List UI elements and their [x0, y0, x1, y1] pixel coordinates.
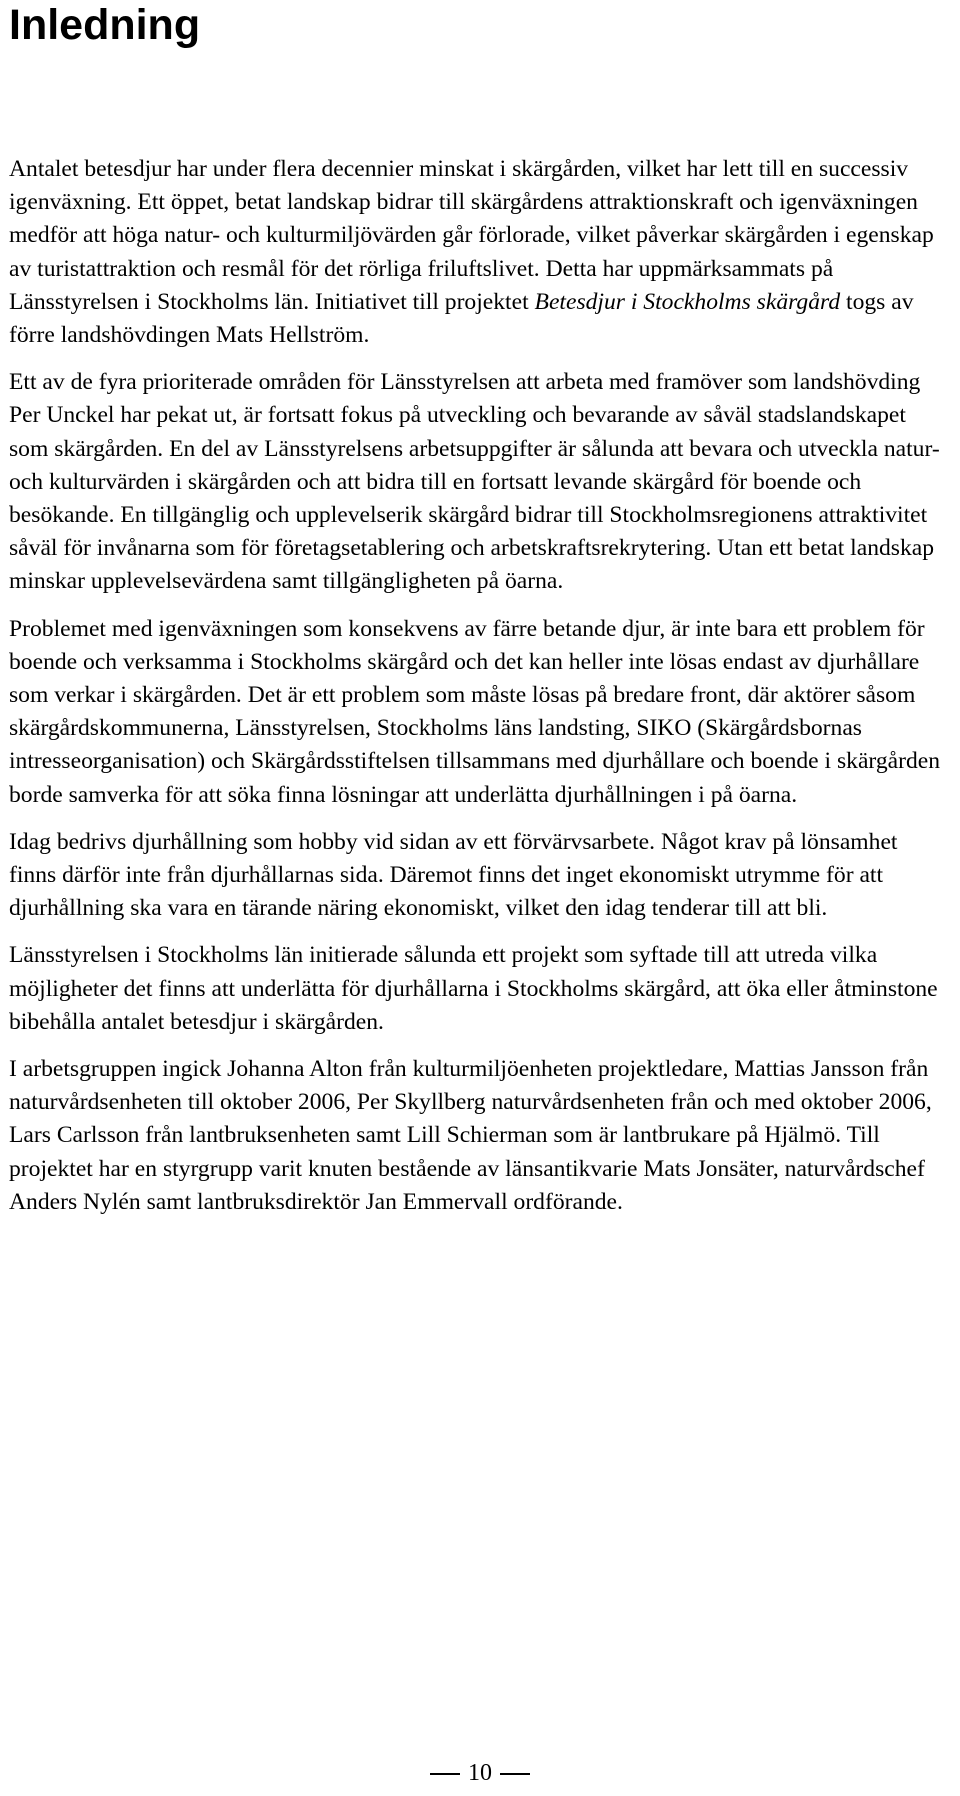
footer-dash-right — [500, 1773, 530, 1775]
project-title: Betesdjur i Stockholms skärgård — [534, 288, 841, 315]
page-number: 10 — [468, 1760, 492, 1786]
paragraph-3: Problemet med igenväxningen som konsekvens av färre betande djur, är inte bara ett problem för boende och verksamma i Stockholms skärgård och det kan heller inte lösas endast av djurhållare som verkar i skärgården. Det är ett problem som måste lösas på bredare front, där aktörer såsom skärgårdskommunerna, Länsstyrelsen, Stockholms läns landsting, SIKO (Skärgårdsbornas intresseorganisation) och Skärgårdsstiftelsen tillsammans med djurhållare och boende i skärgården borde samverka för att söka finna lösningar att underlätta djurhållningen i på öarna. — [9, 615, 941, 808]
page-footer — [0, 1758, 960, 1788]
paragraph-2: Ett av de fyra prioriterade områden för Länsstyrelsen att arbeta med framöver som landshövding Per Unckel har pekat ut, är fortsatt fokus på utveckling och bevarande av såväl stadslandskapet som skärgården. En del av Länsstyrelsens arbetsuppgifter är sålunda att bevara och utveckla natur- och kulturvärden i skärgården och att bidra till en fortsatt levande skärgård för boende och besökande. En tillgänglig och upplevelserik skärgård bidrar till Stockholmsregionens attraktivitet såväl för invånarna som för företagsetablering och arbetskraftsrekrytering. Utan ett betat landskap minskar upplevelsevärdena samt tillgängligheten på öarna. — [9, 369, 940, 595]
paragraph-1-text-end: togs av förre landshövdingen Mats Hellström. — [9, 288, 914, 349]
paragraph-1 — [9, 153, 949, 352]
paragraph-5: Länsstyrelsen i Stockholms län initierade sålunda ett projekt som syftade till att utreda vilka möjligheter det finns att underlätta för djurhållarna i Stockholms skärgård, att öka eller åtminstone bibehålla antalet betesdjur i skärgården. — [9, 942, 938, 1035]
paragraph-4: Idag bedrivs djurhållning som hobby vid sidan av ett förvärvsarbete. Något krav på lönsamhet finns därför inte från djurhållarnas sida. Däremot finns det inget ekonomiskt utrymme för att djurhållning ska vara en tärande näring ekonomiskt, vilket den idag tenderar till att bli. — [9, 828, 898, 922]
document-page — [9, 0, 952, 1215]
paragraph-6: I arbetsgruppen ingick Johanna Alton från kulturmiljöenheten projektledare, Mattias Jansson från naturvårdsenheten till oktober 2006, Per Skyllberg naturvårdsenheten från och med oktober 2006, Lars Carlsson från lantbruksenheten samt Lill Schierman som är lantbrukare på Hjälmö. Till projektet har en styrgrupp varit knuten bestående av länsantikvarie Mats Jonsäter, naturvårdschef Anders Nylén samt lantbruksdirektör Jan Emmervall ordförande. — [9, 1056, 932, 1215]
body-text — [9, 153, 949, 1233]
page-heading: Inledning — [9, 1, 201, 49]
footer-dash-left — [430, 1773, 460, 1775]
paragraph-1-text: Antalet betesdjur har under flera decennier minskat i skärgården, vilket har lett till en successiv igenväxning. Ett öppet, betat landskap bidrar till skärgårdens attraktionskraft och igenväxningen medför att höga natur- och kulturmiljövärden går förlorade, vilket påverkar skärgården i egenskap av turistattraktion och resmål för det rörliga friluftslivet. Detta har uppmärksammats på Länsstyrelsen i Stockholms län. Initiativet till projektet — [9, 156, 934, 315]
